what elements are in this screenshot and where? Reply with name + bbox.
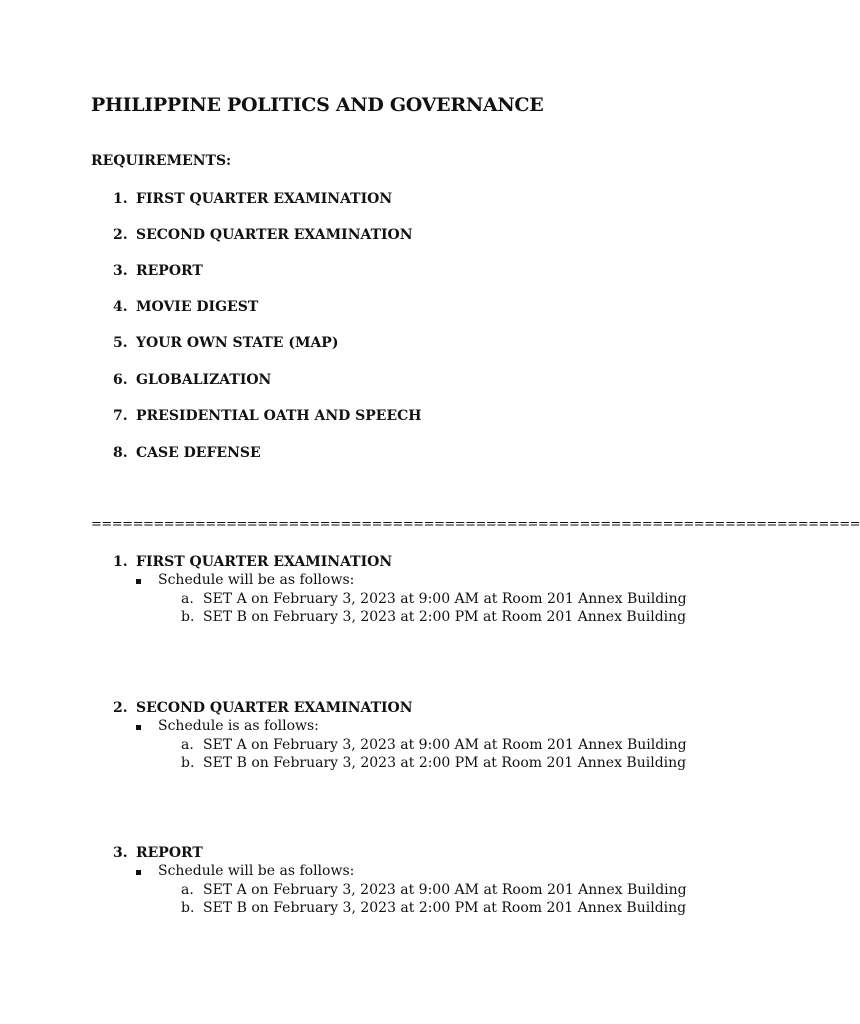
section-number: 2. xyxy=(113,700,128,716)
requirement-number: 8. xyxy=(113,445,128,461)
schedule-text: SET A on February 3, 2023 at 9:00 AM at Room 201 Annex Building xyxy=(203,737,687,753)
section-divider: ========================================================================== xyxy=(91,517,860,532)
schedule-text: SET B on February 3, 2023 at 2:00 PM at Room 201 Annex Building xyxy=(203,755,687,771)
schedule-letter: b. xyxy=(181,900,195,916)
document-title: PHILIPPINE POLITICS AND GOVERNANCE xyxy=(91,94,544,116)
bullet-text: Schedule will be as follows: xyxy=(158,572,355,588)
requirement-text: GLOBALIZATION xyxy=(136,372,272,388)
requirement-number: 4. xyxy=(113,299,128,315)
requirement-text: YOUR OWN STATE (MAP) xyxy=(136,335,339,351)
requirement-number: 3. xyxy=(113,263,128,279)
requirements-heading: REQUIREMENTS: xyxy=(91,153,232,169)
schedule-text: SET B on February 3, 2023 at 2:00 PM at Room 201 Annex Building xyxy=(203,609,687,625)
requirement-text: CASE DEFENSE xyxy=(136,445,261,461)
schedule-letter: a. xyxy=(181,737,194,753)
schedule-text: SET B on February 3, 2023 at 2:00 PM at Room 201 Annex Building xyxy=(203,900,687,916)
bullet-text: Schedule will be as follows: xyxy=(158,863,355,879)
requirement-number: 5. xyxy=(113,335,128,351)
schedule-text: SET A on February 3, 2023 at 9:00 AM at Room 201 Annex Building xyxy=(203,882,687,898)
section-title: SECOND QUARTER EXAMINATION xyxy=(136,700,413,716)
schedule-letter: a. xyxy=(181,591,194,607)
section-number: 3. xyxy=(113,845,128,861)
requirement-number: 2. xyxy=(113,227,128,243)
section-number: 1. xyxy=(113,554,128,570)
schedule-text: SET A on February 3, 2023 at 9:00 AM at Room 201 Annex Building xyxy=(203,591,687,607)
square-bullet-icon xyxy=(136,870,141,875)
requirement-text: FIRST QUARTER EXAMINATION xyxy=(136,191,393,207)
requirement-text: MOVIE DIGEST xyxy=(136,299,259,315)
requirement-text: PRESIDENTIAL OATH AND SPEECH xyxy=(136,408,422,424)
requirement-number: 1. xyxy=(113,191,128,207)
square-bullet-icon xyxy=(136,579,141,584)
requirement-text: REPORT xyxy=(136,263,203,279)
square-bullet-icon xyxy=(136,725,141,730)
schedule-letter: b. xyxy=(181,755,195,771)
requirement-number: 6. xyxy=(113,372,128,388)
schedule-letter: b. xyxy=(181,609,195,625)
requirement-text: SECOND QUARTER EXAMINATION xyxy=(136,227,413,243)
bullet-text: Schedule is as follows: xyxy=(158,718,319,734)
requirement-number: 7. xyxy=(113,408,128,424)
section-title: FIRST QUARTER EXAMINATION xyxy=(136,554,393,570)
schedule-letter: a. xyxy=(181,882,194,898)
section-title: REPORT xyxy=(136,845,203,861)
